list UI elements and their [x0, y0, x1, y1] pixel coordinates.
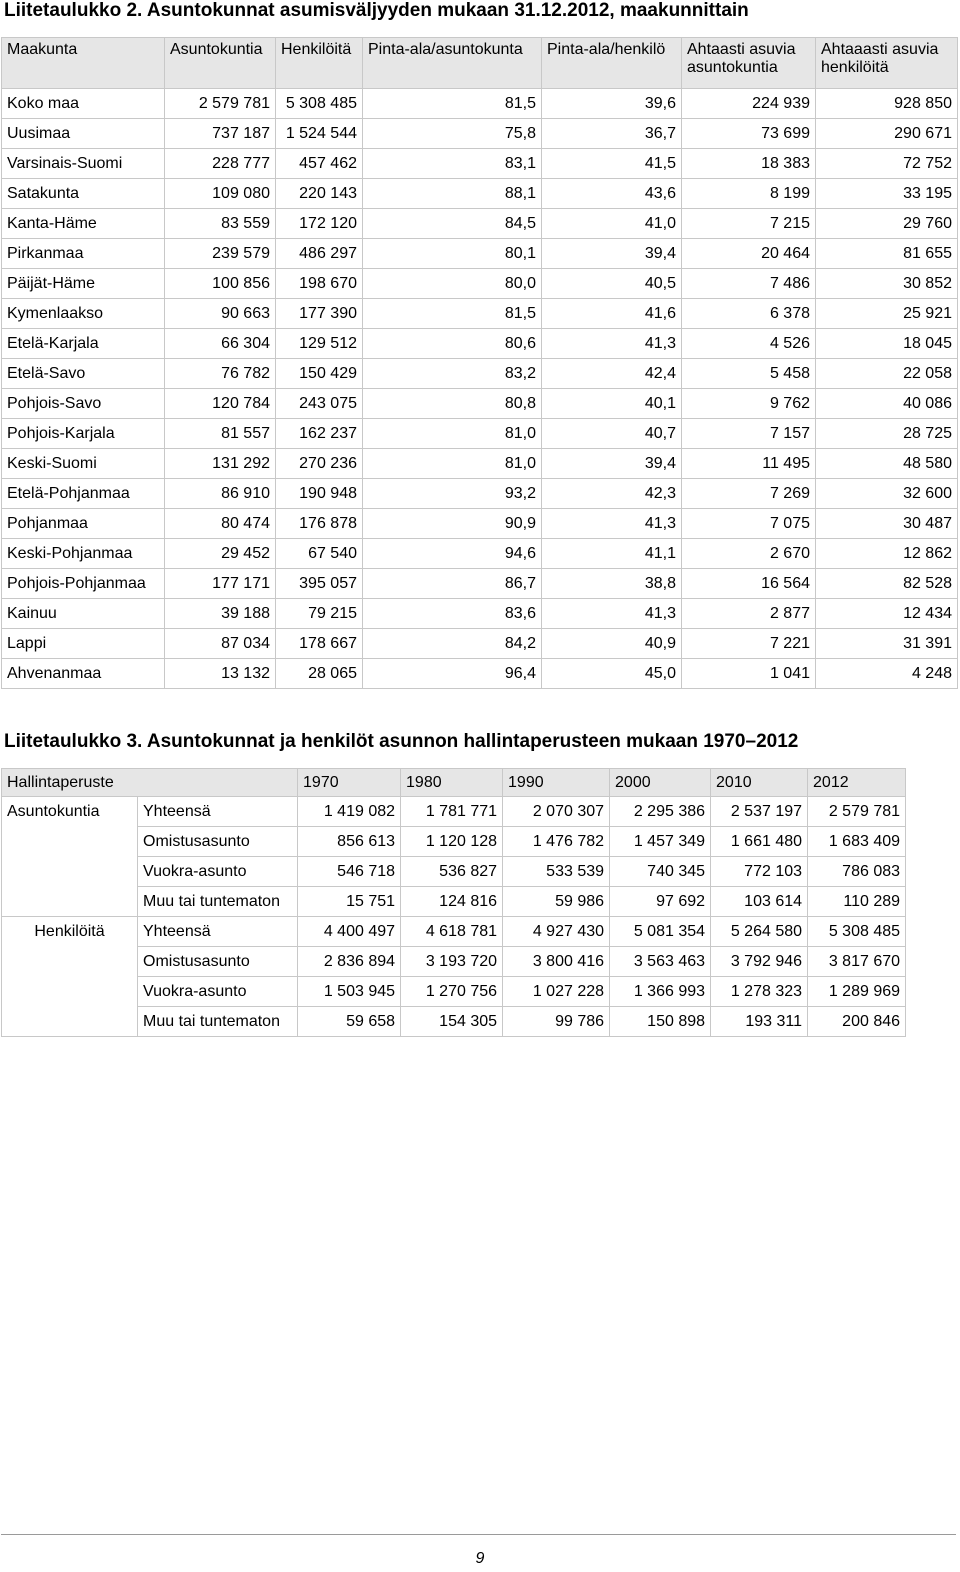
cell-ahtaasti-henkiloita: 31 391 — [816, 629, 958, 659]
table-row — [2, 329, 958, 359]
header-ahtaasti-asuntokuntia: Ahtaasti asuvia asuntokuntia — [682, 38, 816, 89]
tenure-label: Muu tai tuntematon — [138, 887, 298, 917]
cell-asuntokuntia: 109 080 — [165, 179, 276, 209]
table-row — [2, 449, 958, 479]
cell-ahtaasti-henkiloita: 12 862 — [816, 539, 958, 569]
tenure-label: Vuokra-asunto — [138, 977, 298, 1007]
table-row — [2, 89, 958, 119]
cell-henkiloita: 177 390 — [276, 299, 363, 329]
cell-year-1980: 1 781 771 — [401, 797, 503, 827]
cell-year-1990: 99 786 — [503, 1007, 610, 1037]
cell-year-2012: 110 289 — [808, 887, 906, 917]
cell-region: Koko maa — [2, 89, 165, 119]
cell-henkiloita: 28 065 — [276, 659, 363, 689]
cell-year-2010: 2 537 197 — [711, 797, 808, 827]
tenure-label: Yhteensä — [138, 917, 298, 947]
cell-pinta-ala-asuntokunta: 80,8 — [363, 389, 542, 419]
cell-pinta-ala-asuntokunta: 81,0 — [363, 419, 542, 449]
cell-year-1970: 1 419 082 — [298, 797, 401, 827]
cell-year-1990: 3 800 416 — [503, 947, 610, 977]
cell-region: Kainuu — [2, 599, 165, 629]
cell-pinta-ala-asuntokunta: 96,4 — [363, 659, 542, 689]
cell-asuntokuntia: 131 292 — [165, 449, 276, 479]
header-pinta-ala-henkilo: Pinta-ala/henkilö — [542, 38, 682, 89]
cell-pinta-ala-henkilo: 41,3 — [542, 599, 682, 629]
cell-ahtaasti-asuntokuntia: 6 378 — [682, 299, 816, 329]
cell-pinta-ala-henkilo: 41,0 — [542, 209, 682, 239]
cell-year-2010: 772 103 — [711, 857, 808, 887]
cell-pinta-ala-henkilo: 41,5 — [542, 149, 682, 179]
cell-asuntokuntia: 737 187 — [165, 119, 276, 149]
cell-ahtaasti-henkiloita: 4 248 — [816, 659, 958, 689]
cell-ahtaasti-asuntokuntia: 7 157 — [682, 419, 816, 449]
cell-year-1980: 154 305 — [401, 1007, 503, 1037]
cell-ahtaasti-asuntokuntia: 11 495 — [682, 449, 816, 479]
table-row — [2, 857, 906, 887]
cell-year-1990: 1 027 228 — [503, 977, 610, 1007]
cell-region: Pohjois-Savo — [2, 389, 165, 419]
table-row — [2, 629, 958, 659]
cell-asuntokuntia: 228 777 — [165, 149, 276, 179]
cell-ahtaasti-henkiloita: 32 600 — [816, 479, 958, 509]
cell-asuntokuntia: 83 559 — [165, 209, 276, 239]
cell-region: Lappi — [2, 629, 165, 659]
header-asuntokuntia: Asuntokuntia — [165, 38, 276, 89]
cell-region: Keski-Suomi — [2, 449, 165, 479]
table-row — [2, 947, 906, 977]
cell-pinta-ala-henkilo: 41,6 — [542, 299, 682, 329]
cell-year-1970: 546 718 — [298, 857, 401, 887]
cell-pinta-ala-asuntokunta: 80,6 — [363, 329, 542, 359]
group-spacer — [2, 857, 138, 887]
tenure-label: Omistusasunto — [138, 827, 298, 857]
table-row — [2, 917, 906, 947]
header-year-1990: 1990 — [503, 769, 610, 797]
cell-ahtaasti-henkiloita: 30 852 — [816, 269, 958, 299]
cell-ahtaasti-henkiloita: 28 725 — [816, 419, 958, 449]
cell-year-1970: 2 836 894 — [298, 947, 401, 977]
cell-ahtaasti-asuntokuntia: 5 458 — [682, 359, 816, 389]
table-row — [2, 569, 958, 599]
table-row — [2, 797, 906, 827]
cell-pinta-ala-henkilo: 40,9 — [542, 629, 682, 659]
cell-ahtaasti-henkiloita: 40 086 — [816, 389, 958, 419]
cell-pinta-ala-henkilo: 39,6 — [542, 89, 682, 119]
cell-year-1990: 1 476 782 — [503, 827, 610, 857]
cell-year-2000: 1 366 993 — [610, 977, 711, 1007]
cell-year-2000: 1 457 349 — [610, 827, 711, 857]
header-year-2010: 2010 — [711, 769, 808, 797]
cell-henkiloita: 395 057 — [276, 569, 363, 599]
table-row — [2, 239, 958, 269]
cell-region: Satakunta — [2, 179, 165, 209]
cell-ahtaasti-henkiloita: 82 528 — [816, 569, 958, 599]
cell-ahtaasti-asuntokuntia: 7 221 — [682, 629, 816, 659]
cell-pinta-ala-asuntokunta: 90,9 — [363, 509, 542, 539]
table3-body — [2, 797, 906, 1037]
table2-header-row — [2, 38, 958, 89]
cell-year-2012: 786 083 — [808, 857, 906, 887]
cell-henkiloita: 457 462 — [276, 149, 363, 179]
cell-ahtaasti-asuntokuntia: 18 383 — [682, 149, 816, 179]
cell-asuntokuntia: 66 304 — [165, 329, 276, 359]
cell-pinta-ala-henkilo: 39,4 — [542, 239, 682, 269]
cell-year-2012: 1 683 409 — [808, 827, 906, 857]
cell-asuntokuntia: 90 663 — [165, 299, 276, 329]
cell-asuntokuntia: 120 784 — [165, 389, 276, 419]
cell-pinta-ala-henkilo: 41,1 — [542, 539, 682, 569]
cell-year-2010: 193 311 — [711, 1007, 808, 1037]
group-spacer — [2, 887, 138, 917]
table-row — [2, 509, 958, 539]
cell-year-1970: 4 400 497 — [298, 917, 401, 947]
header-year-2012: 2012 — [808, 769, 906, 797]
table-row — [2, 389, 958, 419]
cell-pinta-ala-henkilo: 38,8 — [542, 569, 682, 599]
cell-region: Uusimaa — [2, 119, 165, 149]
cell-year-2000: 5 081 354 — [610, 917, 711, 947]
cell-asuntokuntia: 76 782 — [165, 359, 276, 389]
cell-pinta-ala-asuntokunta: 81,5 — [363, 299, 542, 329]
cell-ahtaasti-asuntokuntia: 7 486 — [682, 269, 816, 299]
table-row — [2, 209, 958, 239]
table-row — [2, 149, 958, 179]
table3-title: Liitetaulukko 3. Asuntokunnat ja henkilöt asunnon hallintaperusteen mukaan 1970–2012 — [4, 731, 799, 752]
cell-henkiloita: 486 297 — [276, 239, 363, 269]
cell-year-1970: 856 613 — [298, 827, 401, 857]
cell-pinta-ala-asuntokunta: 81,0 — [363, 449, 542, 479]
cell-pinta-ala-asuntokunta: 83,2 — [363, 359, 542, 389]
cell-pinta-ala-asuntokunta: 93,2 — [363, 479, 542, 509]
cell-region: Varsinais-Suomi — [2, 149, 165, 179]
cell-pinta-ala-henkilo: 45,0 — [542, 659, 682, 689]
cell-region: Pirkanmaa — [2, 239, 165, 269]
table-row — [2, 269, 958, 299]
cell-pinta-ala-henkilo: 43,6 — [542, 179, 682, 209]
cell-region: Etelä-Karjala — [2, 329, 165, 359]
cell-ahtaasti-asuntokuntia: 2 670 — [682, 539, 816, 569]
group-label: Asuntokuntia — [2, 797, 138, 827]
cell-year-1990: 533 539 — [503, 857, 610, 887]
cell-year-2000: 740 345 — [610, 857, 711, 887]
cell-year-2000: 150 898 — [610, 1007, 711, 1037]
cell-asuntokuntia: 29 452 — [165, 539, 276, 569]
cell-pinta-ala-henkilo: 41,3 — [542, 509, 682, 539]
cell-pinta-ala-henkilo: 40,7 — [542, 419, 682, 449]
cell-year-1970: 1 503 945 — [298, 977, 401, 1007]
cell-region: Kymenlaakso — [2, 299, 165, 329]
cell-year-2010: 1 278 323 — [711, 977, 808, 1007]
cell-pinta-ala-henkilo: 40,1 — [542, 389, 682, 419]
cell-region: Pohjois-Karjala — [2, 419, 165, 449]
cell-pinta-ala-asuntokunta: 83,6 — [363, 599, 542, 629]
cell-henkiloita: 243 075 — [276, 389, 363, 419]
cell-year-2000: 3 563 463 — [610, 947, 711, 977]
cell-region: Päijät-Häme — [2, 269, 165, 299]
cell-ahtaasti-henkiloita: 12 434 — [816, 599, 958, 629]
table-row — [2, 599, 958, 629]
cell-year-1970: 59 658 — [298, 1007, 401, 1037]
cell-ahtaasti-asuntokuntia: 4 526 — [682, 329, 816, 359]
cell-year-1980: 1 270 756 — [401, 977, 503, 1007]
cell-asuntokuntia: 87 034 — [165, 629, 276, 659]
cell-year-1980: 4 618 781 — [401, 917, 503, 947]
tenure-label: Yhteensä — [138, 797, 298, 827]
table-row — [2, 977, 906, 1007]
table3-header-row — [2, 769, 906, 797]
cell-henkiloita: 220 143 — [276, 179, 363, 209]
cell-year-2010: 1 661 480 — [711, 827, 808, 857]
cell-year-2012: 200 846 — [808, 1007, 906, 1037]
cell-year-2012: 1 289 969 — [808, 977, 906, 1007]
cell-ahtaasti-asuntokuntia: 7 075 — [682, 509, 816, 539]
cell-henkiloita: 5 308 485 — [276, 89, 363, 119]
cell-ahtaasti-henkiloita: 30 487 — [816, 509, 958, 539]
cell-henkiloita: 67 540 — [276, 539, 363, 569]
header-year-1970: 1970 — [298, 769, 401, 797]
header-pinta-ala-asuntokunta: Pinta-ala/asuntokunta — [363, 38, 542, 89]
cell-henkiloita: 176 878 — [276, 509, 363, 539]
table-row — [2, 359, 958, 389]
cell-year-2012: 5 308 485 — [808, 917, 906, 947]
table2-title: Liitetaulukko 2. Asuntokunnat asumisväljyyden mukaan 31.12.2012, maakunnittain — [4, 0, 749, 21]
header-year-2000: 2000 — [610, 769, 711, 797]
cell-region: Keski-Pohjanmaa — [2, 539, 165, 569]
cell-ahtaasti-henkiloita: 33 195 — [816, 179, 958, 209]
tenure-label: Muu tai tuntematon — [138, 1007, 298, 1037]
cell-asuntokuntia: 100 856 — [165, 269, 276, 299]
cell-asuntokuntia: 39 188 — [165, 599, 276, 629]
page-number: 9 — [475, 1550, 485, 1567]
cell-asuntokuntia: 177 171 — [165, 569, 276, 599]
cell-pinta-ala-henkilo: 39,4 — [542, 449, 682, 479]
group-spacer — [2, 977, 138, 1007]
cell-year-2010: 3 792 946 — [711, 947, 808, 977]
cell-asuntokuntia: 81 557 — [165, 419, 276, 449]
cell-region: Kanta-Häme — [2, 209, 165, 239]
group-spacer — [2, 947, 138, 977]
cell-asuntokuntia: 2 579 781 — [165, 89, 276, 119]
group-spacer — [2, 1007, 138, 1037]
cell-pinta-ala-asuntokunta: 84,2 — [363, 629, 542, 659]
cell-region: Etelä-Pohjanmaa — [2, 479, 165, 509]
cell-year-2012: 2 579 781 — [808, 797, 906, 827]
cell-region: Ahvenanmaa — [2, 659, 165, 689]
cell-pinta-ala-asuntokunta: 94,6 — [363, 539, 542, 569]
cell-ahtaasti-asuntokuntia: 7 215 — [682, 209, 816, 239]
cell-year-2012: 3 817 670 — [808, 947, 906, 977]
cell-asuntokuntia: 239 579 — [165, 239, 276, 269]
footer-divider — [1, 1534, 956, 1535]
cell-asuntokuntia: 80 474 — [165, 509, 276, 539]
cell-henkiloita: 162 237 — [276, 419, 363, 449]
cell-asuntokuntia: 86 910 — [165, 479, 276, 509]
header-ahtaasti-henkiloita: Ahtaaasti asuvia henkilöitä — [816, 38, 958, 89]
cell-ahtaasti-henkiloita: 81 655 — [816, 239, 958, 269]
table-row — [2, 827, 906, 857]
cell-year-1980: 536 827 — [401, 857, 503, 887]
cell-ahtaasti-asuntokuntia: 224 939 — [682, 89, 816, 119]
cell-henkiloita: 190 948 — [276, 479, 363, 509]
cell-pinta-ala-henkilo: 40,5 — [542, 269, 682, 299]
cell-henkiloita: 129 512 — [276, 329, 363, 359]
cell-pinta-ala-asuntokunta: 86,7 — [363, 569, 542, 599]
cell-henkiloita: 198 670 — [276, 269, 363, 299]
group-spacer — [2, 827, 138, 857]
table-row — [2, 659, 958, 689]
cell-year-1990: 4 927 430 — [503, 917, 610, 947]
header-year-1980: 1980 — [401, 769, 503, 797]
cell-year-1980: 1 120 128 — [401, 827, 503, 857]
cell-year-1970: 15 751 — [298, 887, 401, 917]
table-row — [2, 179, 958, 209]
cell-ahtaasti-asuntokuntia: 16 564 — [682, 569, 816, 599]
table-row — [2, 479, 958, 509]
cell-ahtaasti-asuntokuntia: 8 199 — [682, 179, 816, 209]
cell-henkiloita: 1 524 544 — [276, 119, 363, 149]
cell-region: Etelä-Savo — [2, 359, 165, 389]
cell-pinta-ala-asuntokunta: 88,1 — [363, 179, 542, 209]
table-row — [2, 887, 906, 917]
cell-asuntokuntia: 13 132 — [165, 659, 276, 689]
cell-region: Pohjanmaa — [2, 509, 165, 539]
cell-henkiloita: 270 236 — [276, 449, 363, 479]
cell-ahtaasti-asuntokuntia: 2 877 — [682, 599, 816, 629]
header-maakunta: Maakunta — [2, 38, 165, 89]
table2-body — [2, 89, 958, 689]
cell-year-2000: 2 295 386 — [610, 797, 711, 827]
cell-ahtaasti-henkiloita: 18 045 — [816, 329, 958, 359]
cell-ahtaasti-asuntokuntia: 7 269 — [682, 479, 816, 509]
cell-year-1990: 59 986 — [503, 887, 610, 917]
tenure-label: Omistusasunto — [138, 947, 298, 977]
cell-pinta-ala-henkilo: 42,3 — [542, 479, 682, 509]
header-henkiloita: Henkilöitä — [276, 38, 363, 89]
cell-pinta-ala-asuntokunta: 81,5 — [363, 89, 542, 119]
table-row — [2, 119, 958, 149]
cell-henkiloita: 178 667 — [276, 629, 363, 659]
cell-ahtaasti-asuntokuntia: 9 762 — [682, 389, 816, 419]
header-hallintaperuste: Hallintaperuste — [2, 769, 298, 797]
table-row — [2, 419, 958, 449]
cell-year-1980: 124 816 — [401, 887, 503, 917]
cell-pinta-ala-henkilo: 42,4 — [542, 359, 682, 389]
table-row — [2, 539, 958, 569]
cell-henkiloita: 172 120 — [276, 209, 363, 239]
cell-year-2010: 103 614 — [711, 887, 808, 917]
tenure-label: Vuokra-asunto — [138, 857, 298, 887]
cell-ahtaasti-henkiloita: 290 671 — [816, 119, 958, 149]
cell-ahtaasti-henkiloita: 29 760 — [816, 209, 958, 239]
cell-year-1980: 3 193 720 — [401, 947, 503, 977]
group-label: Henkilöitä — [2, 917, 138, 947]
table2-housing-density-by-region — [1, 37, 958, 689]
cell-pinta-ala-asuntokunta: 80,0 — [363, 269, 542, 299]
cell-ahtaasti-henkiloita: 72 752 — [816, 149, 958, 179]
cell-henkiloita: 150 429 — [276, 359, 363, 389]
cell-year-1990: 2 070 307 — [503, 797, 610, 827]
table3-tenure-1970-2012 — [1, 768, 906, 1037]
cell-ahtaasti-asuntokuntia: 1 041 — [682, 659, 816, 689]
cell-pinta-ala-asuntokunta: 84,5 — [363, 209, 542, 239]
table-row — [2, 299, 958, 329]
cell-henkiloita: 79 215 — [276, 599, 363, 629]
cell-ahtaasti-asuntokuntia: 73 699 — [682, 119, 816, 149]
cell-region: Pohjois-Pohjanmaa — [2, 569, 165, 599]
cell-pinta-ala-asuntokunta: 80,1 — [363, 239, 542, 269]
cell-ahtaasti-henkiloita: 22 058 — [816, 359, 958, 389]
cell-ahtaasti-henkiloita: 48 580 — [816, 449, 958, 479]
cell-ahtaasti-henkiloita: 928 850 — [816, 89, 958, 119]
cell-year-2010: 5 264 580 — [711, 917, 808, 947]
cell-year-2000: 97 692 — [610, 887, 711, 917]
cell-pinta-ala-henkilo: 41,3 — [542, 329, 682, 359]
cell-pinta-ala-henkilo: 36,7 — [542, 119, 682, 149]
cell-ahtaasti-henkiloita: 25 921 — [816, 299, 958, 329]
cell-pinta-ala-asuntokunta: 83,1 — [363, 149, 542, 179]
cell-ahtaasti-asuntokuntia: 20 464 — [682, 239, 816, 269]
cell-pinta-ala-asuntokunta: 75,8 — [363, 119, 542, 149]
table-row — [2, 1007, 906, 1037]
